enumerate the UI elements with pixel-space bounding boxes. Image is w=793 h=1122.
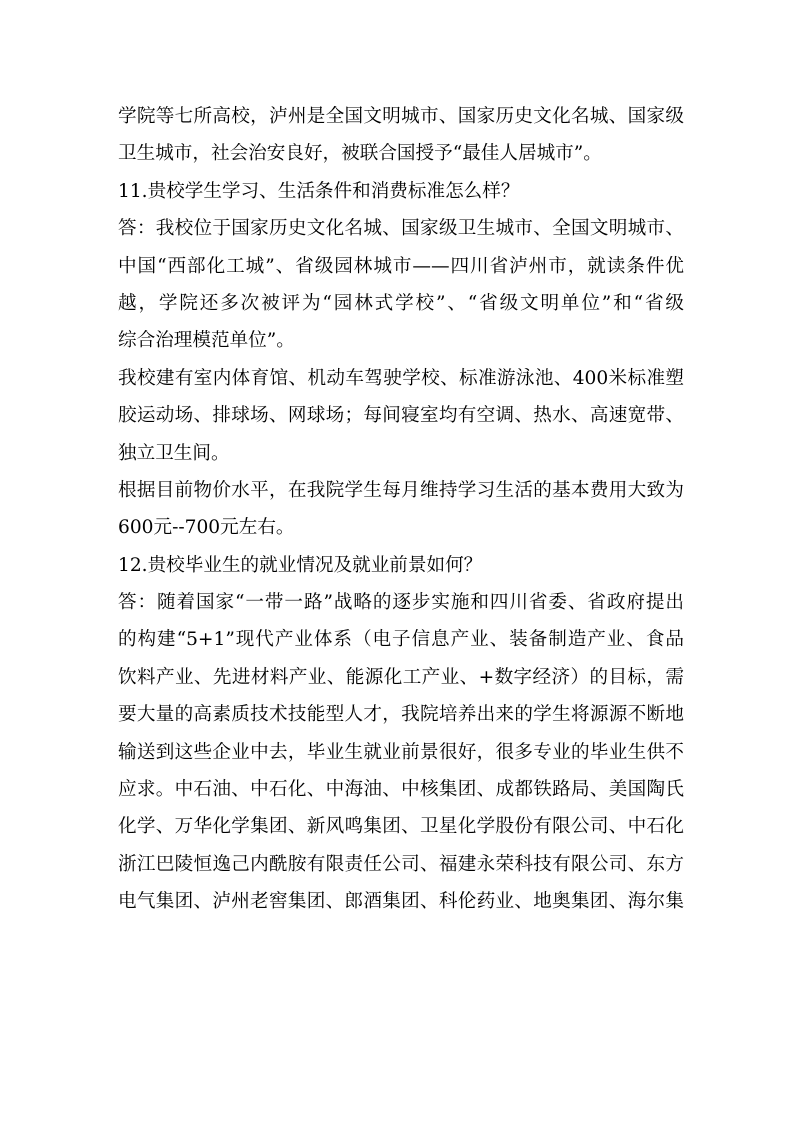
text-line: 600元--700元左右。 [118,517,295,539]
text-line: 胶运动场、排球场、网球场；每间寝室均有空调、热水、高速宽带、 [118,405,684,427]
text-line: 应求。中石油、中石化、中海油、中核集团、成都铁路局、美国陶氏 [118,779,684,801]
text-line: 我校建有室内体育馆、机动车驾驶学校、标准游泳池、400米标准塑 [118,367,684,389]
text-line: 的构建“5+1”现代产业体系（电子信息产业、装备制造产业、食品 [118,629,684,651]
text-line: 独立卫生间。 [118,442,230,464]
text-line: 越，学院还多次被评为“园林式学校”、“省级文明单位”和“省级 [118,292,684,314]
text-line: 要大量的高素质技术技能型人才，我院培养出来的学生将源源不断地 [118,704,684,726]
text-line: 学院等七所高校，泸州是全国文明城市、国家历史文化名城、国家级 [118,106,684,127]
text-line: 根据目前物价水平，在我院学生每月维持学习生活的基本费用大致为 [118,479,684,501]
text-line: 输送到这些企业中去，毕业生就业前景很好，很多专业的毕业生供不 [118,741,684,763]
text-line: 化学、万华化学集团、新风鸣集团、卫星化学股份有限公司、中石化 [118,816,684,838]
text-line: 答：我校位于国家历史文化名城、国家级卫生城市、全国文明城市、 [118,218,684,240]
text-line: 浙江巴陵恒逸己内酰胺有限责任公司、福建永荣科技有限公司、东方 [118,853,684,875]
text-line: 卫生城市，社会治安良好，被联合国授予“最佳人居城市”。 [118,143,602,165]
text-line: 答：随着国家“一带一路”战略的逐步实施和四川省委、省政府提出 [118,592,684,614]
text-line: 中国“西部化工城”、省级园林城市——四川省泸州市，就读条件优 [118,255,684,277]
question-heading: 11.贵校学生学习、生活条件和消费标准怎么样？ [118,180,520,202]
text-line: 电气集团、泸州老窖集团、郎酒集团、科伦药业、地奥集团、海尔集 [118,891,684,913]
text-line: 饮料产业、先进材料产业、能源化工产业、+数字经济）的目标，需 [118,666,684,688]
document-body [118,98,684,921]
text-line: 综合治理模范单位”。 [118,330,295,352]
question-heading: 12.贵校毕业生的就业情况及就业前景如何？ [118,554,483,576]
